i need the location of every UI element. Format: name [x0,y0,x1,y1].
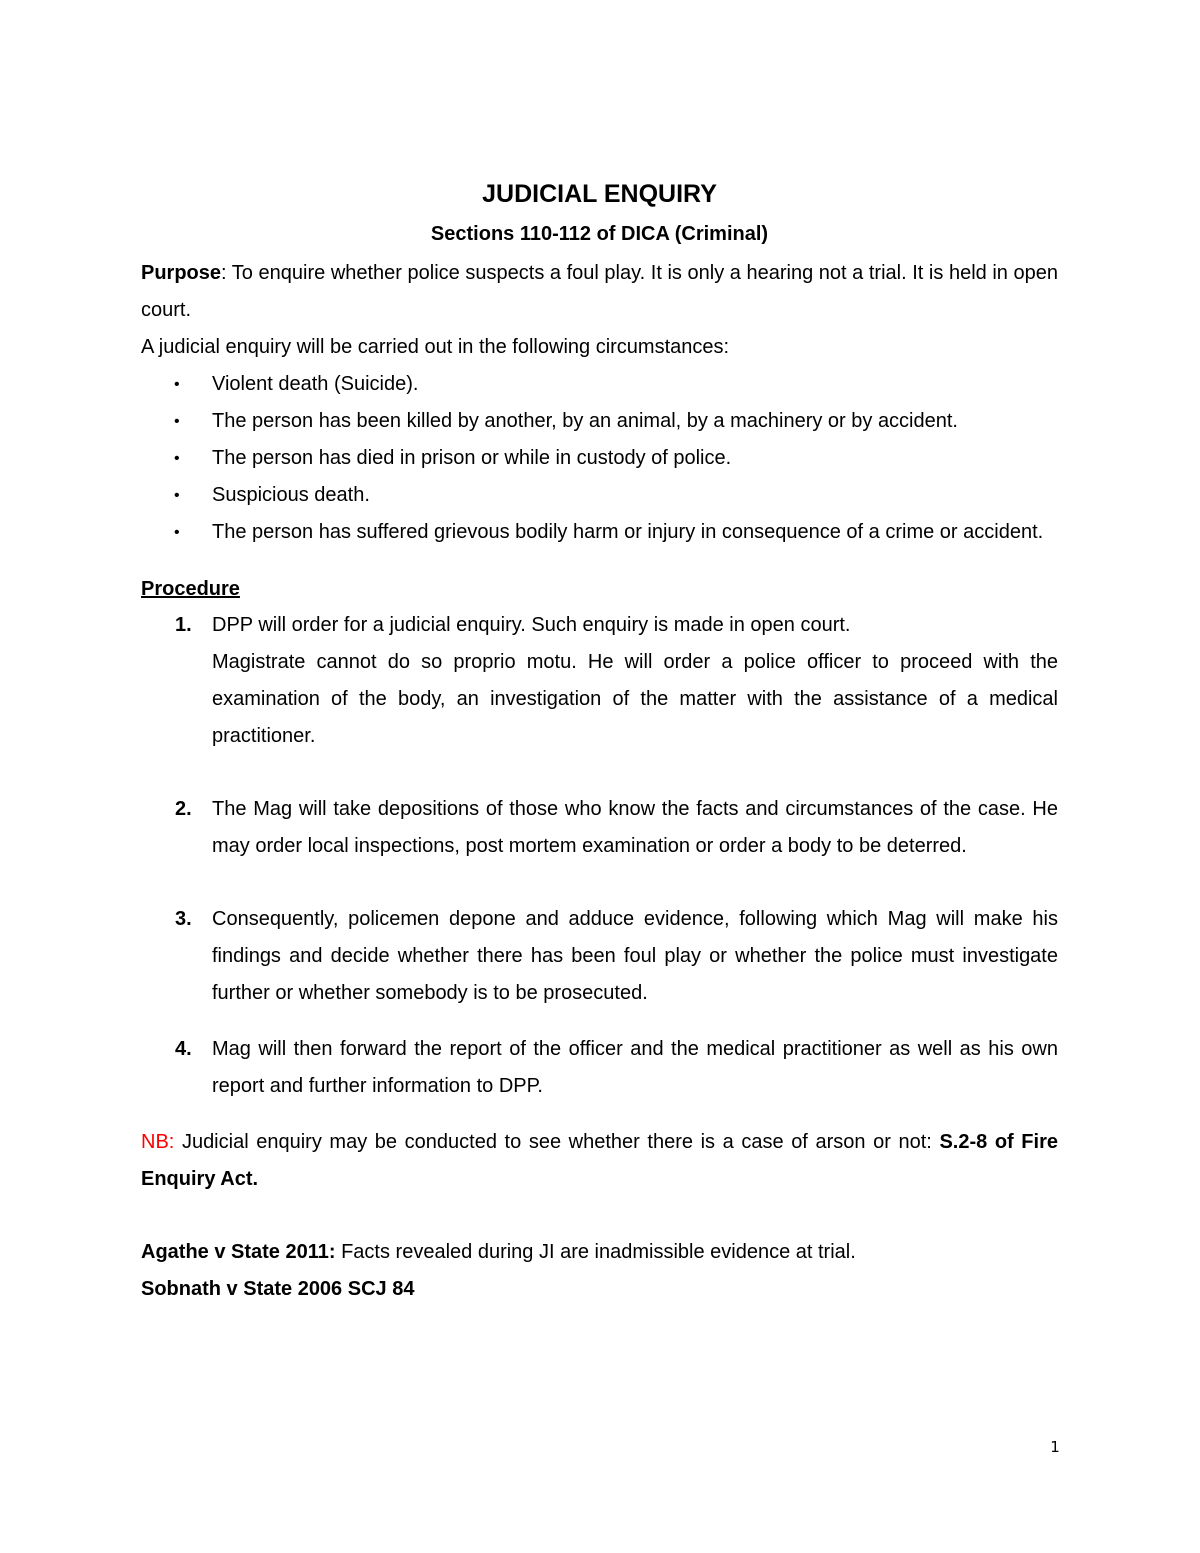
nb-text: Judicial enquiry may be conducted to see whether there is a case of arson or not: [174,1131,940,1153]
bullet-icon: • [174,376,180,393]
list-item [141,477,1058,514]
spacer [141,865,1058,901]
procedure-steps [141,607,1058,1105]
nb-paragraph [141,1124,1058,1198]
case-citation [141,1234,1058,1271]
procedure-step [141,791,1058,865]
case-text: Facts revealed during JI are inadmissible evidence at trial. [335,1241,856,1263]
case-citation [141,1271,1058,1308]
step-text: DPP will order for a judicial enquiry. Such enquiry is made in open court. [212,614,851,636]
step-number: 4. [175,1038,192,1060]
nb-reference: S.2-8 of Fire Enquiry Act. [141,1131,1058,1190]
bullet-icon: • [174,487,180,504]
procedure-heading: Procedure [141,578,240,600]
step-text: Mag will then forward the report of the officer and the medical practitioner as well as his own report and further information to DPP. [212,1038,1058,1097]
step-number: 2. [175,798,192,820]
list-item [141,514,1058,551]
circumstances-list [141,366,1058,551]
list-item [141,403,1058,440]
list-item-text: The person has suffered grievous bodily harm or injury in consequence of a crime or accident. [212,521,1044,543]
list-item-text: Suspicious death. [212,484,370,506]
step-text: The Mag will take depositions of those who know the facts and circumstances of the case. He may order local inspections, post mortem examination or order a body to be deterred. [212,798,1058,857]
page-number: 1 [1050,1438,1060,1456]
procedure-step [141,1031,1058,1105]
document-title: JUDICIAL ENQUIRY [482,180,717,208]
document-body [141,176,1058,1308]
nb-label: NB: [141,1131,175,1153]
step-text: Consequently, policemen depone and adduce evidence, following which Mag will make his findings and decide whether there has been foul play or whether the police must investigate further or whether somebody is to be prosecuted. [212,908,1058,1004]
purpose-text: : To enquire whether police suspects a foul play. It is only a hearing not a trial. It is held in open court. [141,262,1058,321]
document-subtitle: Sections 110-112 of DICA (Criminal) [430,223,769,245]
case-name: Agathe v State 2011: [141,1241,336,1263]
purpose-label: Purpose [141,262,222,284]
step-number: 3. [175,908,192,930]
spacer [141,1012,1058,1031]
list-item-text: The person has been killed by another, by an animal, by a machinery or by accident. [212,410,958,432]
bullet-icon: • [174,450,180,467]
procedure-step [141,607,1058,755]
bullet-icon: • [174,413,180,430]
list-item [141,366,1058,403]
step-number: 1. [175,614,192,636]
spacer [141,755,1058,791]
list-item-text: The person has died in prison or while in custody of police. [212,447,732,469]
circumstances-intro: A judicial enquiry will be carried out in the following circumstances: [141,336,730,358]
step-text: Magistrate cannot do so proprio motu. He will order a police officer to proceed with the examination of the body, an investigation of the matter with the assistance of a medical practitioner. [212,651,1058,747]
purpose-paragraph [141,255,1058,329]
list-item-text: Violent death (Suicide). [212,373,419,395]
case-name: Sobnath v State 2006 SCJ 84 [141,1278,415,1300]
procedure-step [141,901,1058,1012]
list-item [141,440,1058,477]
bullet-icon: • [174,524,180,541]
